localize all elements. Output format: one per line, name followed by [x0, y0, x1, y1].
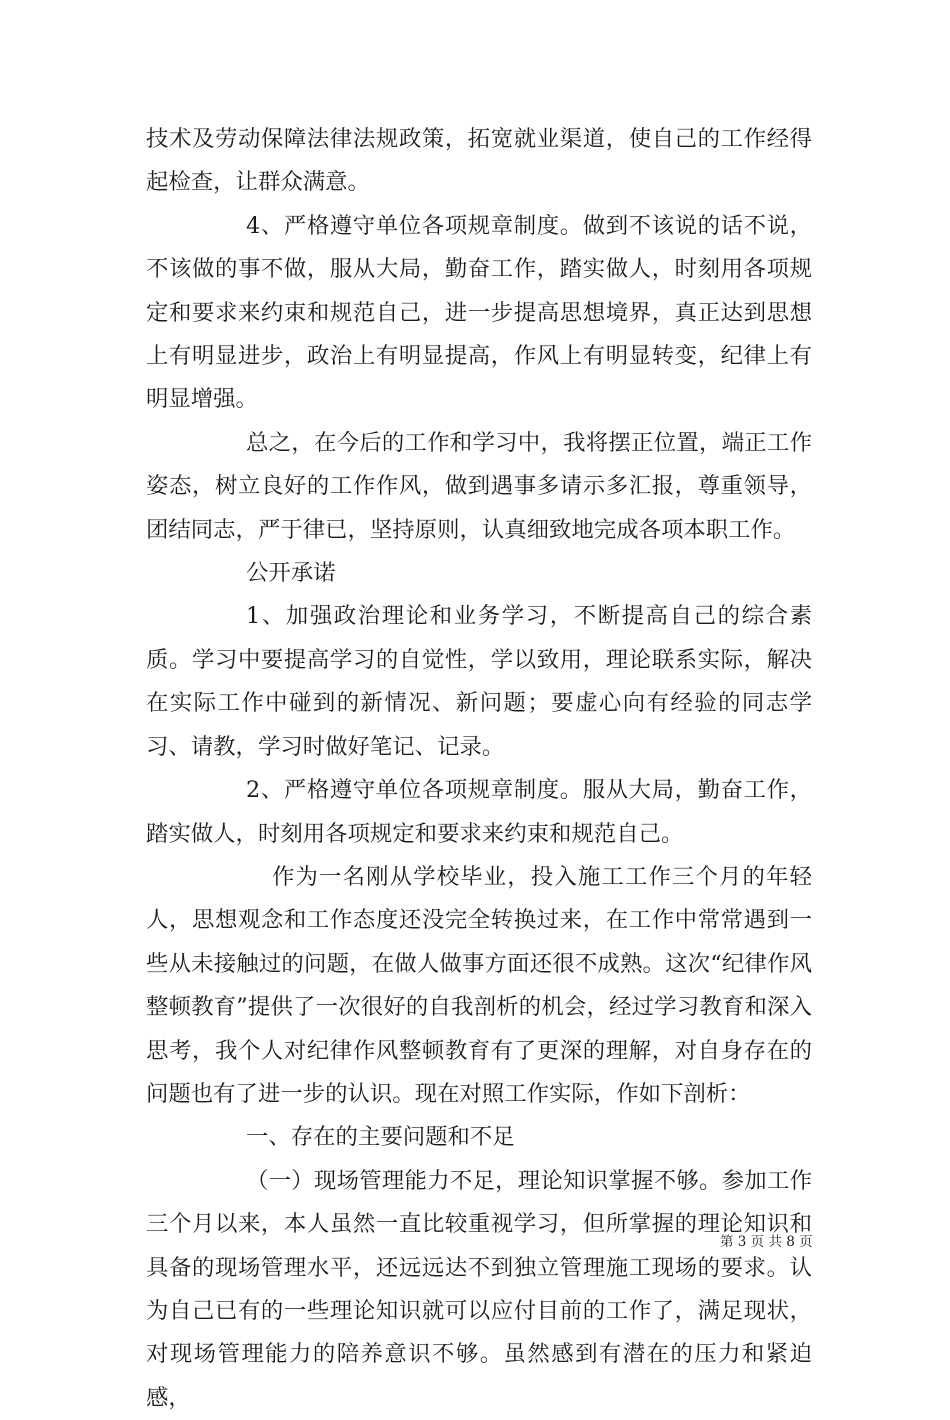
page-number-footer: 第 3 页 共 8 页 [720, 1234, 813, 1250]
heading-public-commitment: 公开承诺 [246, 560, 336, 587]
paragraph-summary: 总之，在今后的工作和学习中，我将摆正位置，端正工作姿态，树立良好的工作作风，做到遇事多请示多汇报，尊重领导，团结同志，严于律已，坚持原则，认真细致地完成各项本职工作。 [146, 429, 812, 543]
document-body [146, 118, 812, 1420]
heading-main-problems: 一、存在的主要问题和不足 [246, 1124, 515, 1151]
paragraph-rule-4: 4、严格遵守单位各项规章制度。做到不该说的话不说，不该做的事不做，服从大局，勤奋工作，踏实做人，时刻用各项规定和要求来约束和规范自己，进一步提高思想境界，真正达到思想上有明显进步，政治上有明显提高，作风上有明显转变，纪律上有明显增强。 [146, 212, 812, 413]
paragraph-commitment-2: 2、严格遵守单位各项规章制度。服从大局，勤奋工作，踏实做人，时刻用各项规定和要求来约束和规范自己。 [146, 777, 812, 847]
paragraph-problem-1: （一）现场管理能力不足，理论知识掌握不够。参加工作三个月以来，本人虽然一直比较重视学习，但所掌握的理论知识和具备的现场管理水平，还远远达不到独立管理施工现场的要求。认为自己已有的一些理论知识就可以应付目前的工作了，满足现状，对现场管理能力的陪养意识不够。虽然感到有潜在的压力和紧迫感， [146, 1167, 812, 1411]
paragraph-commitment-1: 1、加强政治理论和业务学习，不断提高自己的综合素质。学习中要提高学习的自觉性，学以致用，理论联系实际，解决在实际工作中碰到的新情况、新问题；要虚心向有经验的同志学习、请教，学习时做好笔记、记录。 [146, 603, 812, 760]
paragraph-self-analysis-intro: 作为一名刚从学校毕业，投入施工工作三个月的年轻人，思想观念和工作态度还没完全转换过来，在工作中常常遇到一些从未接触过的问题，在做人做事方面还很不成熟。这次“纪律作风整顿教育”提供了一次很好的自我剖析的机会，经过学习教育和深入思考，我个人对纪律作风整顿教育有了更深的理解，对自身存在的问题也有了进一步的认识。现在对照工作实际，作如下剖析： [146, 863, 812, 1107]
paragraph-employment-policy-end: 技术及劳动保障法律法规政策，拓宽就业渠道，使自己的工作经得起检查，让群众满意。 [146, 126, 812, 196]
